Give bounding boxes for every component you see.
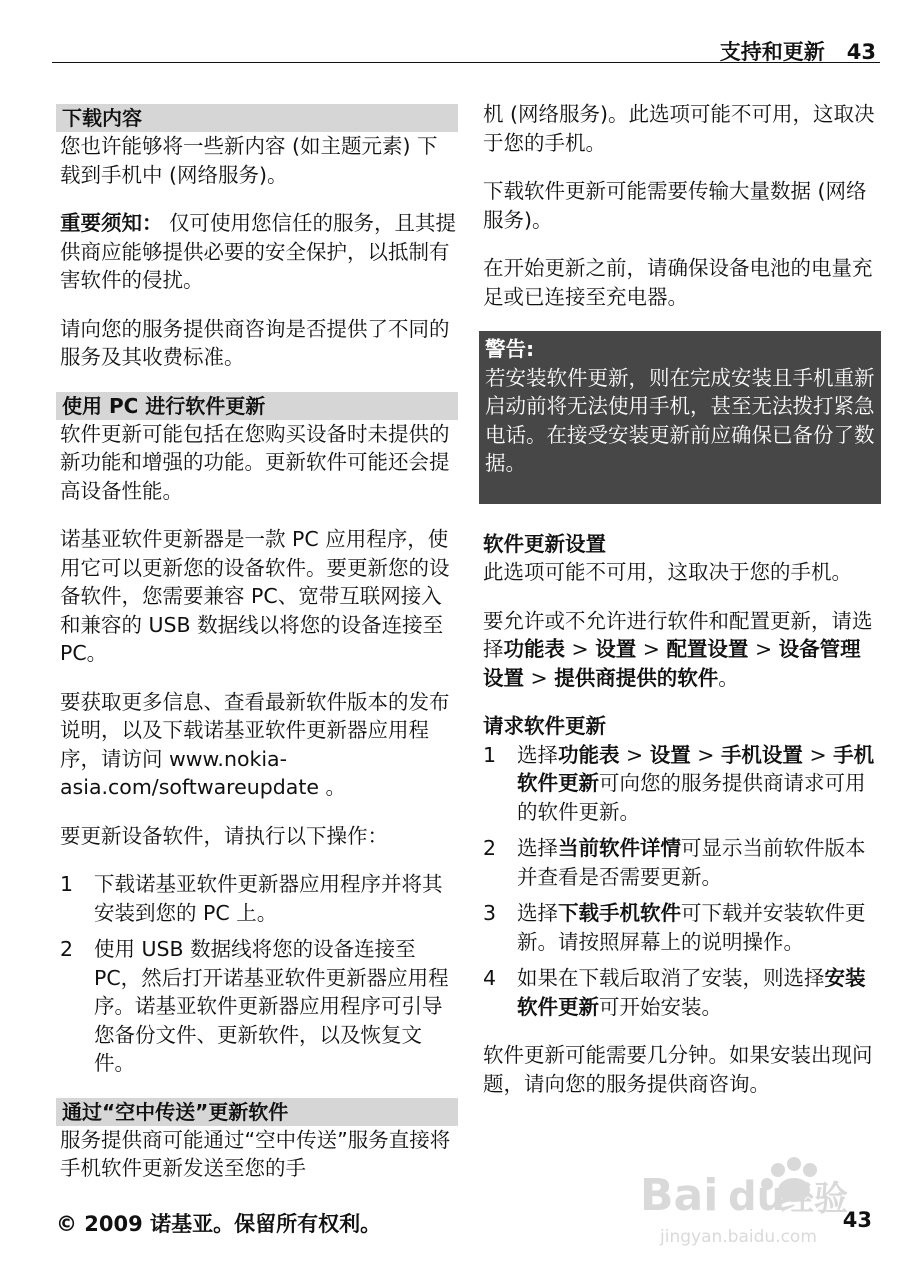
menu-item-device-mgmt: 设备管理设置 <box>483 637 861 690</box>
paragraph: 软件更新可能包括在您购买设备时未提供的新功能和增强的功能。更新软件可能还会提高设备性能。 <box>60 421 450 503</box>
step-number: 2 <box>483 836 497 860</box>
text: 可下载并安装软件更新。请按照屏幕上的说明操作。 <box>517 901 866 954</box>
paragraph: 下载软件更新可能需要传输大量数据 (网络服务)。 <box>483 179 867 232</box>
paragraph: 在开始更新之前，请确保设备电池的电量充足或已连接至充电器。 <box>483 256 873 309</box>
watermark-brand: Bai <box>640 1170 719 1221</box>
paragraph: 您也许能够将一些新内容 (如主题元素) 下载到手机中 (网络服务)。 <box>60 134 438 187</box>
pc-update-steps <box>56 870 458 1078</box>
step-text: 使用 USB 数据线将您的设备连接至 PC，然后打开诺基亚软件更新器应用程序。诺基亚软件更新器应用程序可引导您备份文件、更新软件，以及恢复文件。 <box>94 937 449 1075</box>
footer-page-number: 43 <box>842 1208 872 1232</box>
text: 要允许或不允许进行软件和配置更新，请选择 <box>483 608 873 661</box>
warning-text: 若安装软件更新，则在完成安装且手机重新启动前将无法使用手机，甚至无法拨打紧急电话。在接受安装更新前应确保已备份了数据。 <box>485 365 875 475</box>
menu-item-download-phone-software: 下载手机软件 <box>558 901 681 925</box>
list-item <box>479 899 881 956</box>
section-title-pc-update: 使用 PC 进行软件更新 <box>56 392 458 420</box>
step-number: 2 <box>60 937 74 961</box>
menu-item-provider-software: 提供商提供的软件 <box>554 665 719 690</box>
step-number: 4 <box>483 966 497 990</box>
list-item <box>56 870 458 927</box>
text: 可开始安装。 <box>599 994 722 1019</box>
section-ota-update <box>56 1126 458 1183</box>
text: 选择 <box>517 742 558 767</box>
list-item <box>56 935 458 1078</box>
menu-item-current-software-details: 当前软件详情 <box>558 836 681 860</box>
menu-item-install-software-update: 安装软件更新 <box>517 966 866 1019</box>
separator: > <box>802 742 834 767</box>
paragraph: 诺基亚软件更新器是一款 PC 应用程序，使用它可以更新您的设备软件。要更新您的设备软件，您需要兼容 PC、宽带互联网接入和兼容的 USB 数据线以将您的设备连接至 PC。 <box>60 527 450 665</box>
menu-item-phone-settings: 手机设置 <box>720 742 803 767</box>
warning-box <box>479 331 881 504</box>
left-column <box>56 100 458 1203</box>
important-text: 仅可使用您信任的服务，且其提供商应能够提供必要的安全保护，以抵制有害软件的侵扰。 <box>60 211 457 292</box>
menu-item-functions: 功能表 <box>558 742 620 767</box>
step-number: 1 <box>483 742 497 767</box>
watermark-url: jingyan.baidu.com <box>660 1227 817 1247</box>
text: 选择 <box>517 901 558 925</box>
header-title: 支持和更新 <box>719 40 825 64</box>
important-note <box>60 209 458 295</box>
separator: > <box>690 742 721 767</box>
header-text <box>720 36 876 66</box>
menu-item-functions: 功能表 <box>503 637 565 661</box>
menu-path-paragraph <box>483 607 881 693</box>
section-pc-update <box>56 420 458 851</box>
step-number: 1 <box>60 872 74 896</box>
separator: > <box>524 665 555 690</box>
paragraph: 要更新设备软件，请执行以下操作： <box>60 823 388 848</box>
watermark-label: 经验 <box>780 1179 848 1219</box>
list-item <box>479 964 881 1021</box>
subsection-title-request-update: 请求软件更新 <box>483 714 606 738</box>
step-number: 3 <box>483 901 497 925</box>
paragraph-with-url: 要获取更多信息、查看最新软件版本的发布说明，以及下载诺基亚软件更新器应用程序，请访问 www.nokia-asia.com/softwareupdate 。 <box>60 689 450 799</box>
warning-title: 警告: <box>485 337 535 361</box>
text: 如果在下载后取消了安装，则选择 <box>517 966 825 990</box>
text: 可显示当前软件版本并查看是否需要更新。 <box>517 836 866 889</box>
menu-item-settings: 设置 <box>649 742 691 767</box>
section-update-settings <box>479 558 881 692</box>
menu-item-config-settings: 配置设置 <box>666 637 749 661</box>
section-download-content <box>56 132 458 372</box>
request-update-steps <box>479 741 881 1022</box>
step-text: 下载诺基亚软件更新器应用程序并将其安装到您的 PC 上。 <box>94 872 443 925</box>
paragraph: 请向您的服务提供商咨询是否提供了不同的服务及其收费标准。 <box>60 316 450 369</box>
paragraph: 此选项可能不可用，这取决于您的手机。 <box>483 560 852 584</box>
section-title-ota-update: 通过“空中传送”更新软件 <box>56 1098 458 1126</box>
separator: > <box>636 637 667 661</box>
ota-continued <box>479 100 881 311</box>
section-title-download-content: 下载内容 <box>56 104 458 132</box>
text: 选择 <box>517 836 558 860</box>
menu-item-settings: 设置 <box>595 637 637 661</box>
menu-item-phone-software-update: 手机软件更新 <box>517 742 875 795</box>
text: 可向您的服务提供商请求可用的软件更新。 <box>517 771 866 824</box>
paragraph: 服务提供商可能通过“空中传送”服务直接将手机软件更新发送至您的手 <box>60 1127 451 1180</box>
paragraph: 软件更新可能需要几分钟。如果安装出现问题，请向您的服务提供商咨询。 <box>483 1043 873 1096</box>
separator: > <box>619 742 650 767</box>
copyright: © 2009 诺基亚。保留所有权利。 <box>56 1212 382 1236</box>
list-item <box>479 741 881 827</box>
list-item <box>479 834 881 891</box>
right-column <box>479 100 881 1118</box>
text: 。 <box>718 665 739 690</box>
subsection-title-update-settings: 软件更新设置 <box>483 531 606 556</box>
separator: > <box>565 637 596 661</box>
page-footer <box>56 1208 876 1238</box>
watermark-brand-2: du <box>728 1174 786 1220</box>
header-page-number: 43 <box>846 40 876 64</box>
paragraph: 机 (网络服务)。此选项可能不可用，这取决于您的手机。 <box>483 102 875 155</box>
separator: > <box>748 637 779 661</box>
important-label: 重要须知： <box>60 211 163 235</box>
closing-note <box>479 1041 881 1098</box>
page-header <box>52 36 880 63</box>
